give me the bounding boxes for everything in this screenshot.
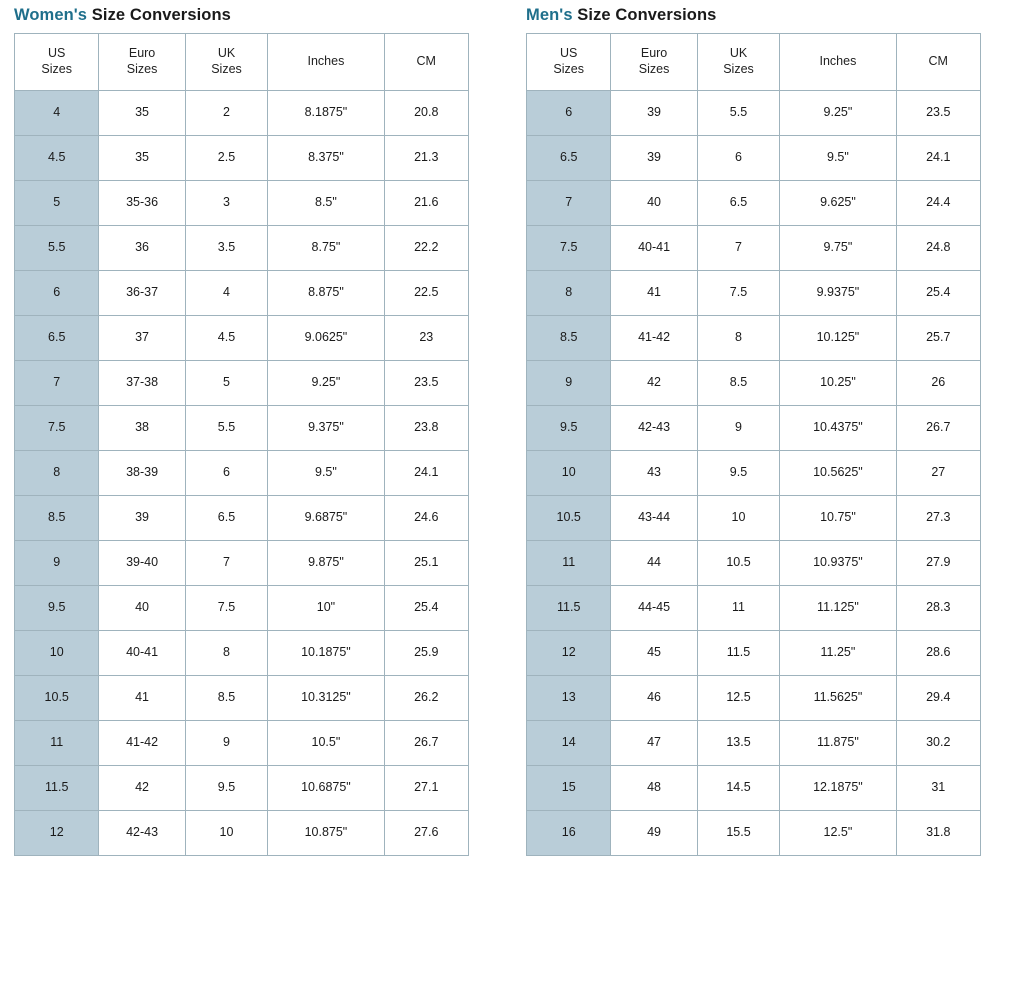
- cell-uk: 12.5: [697, 676, 780, 721]
- column-header-inches-line1: Inches: [307, 54, 345, 69]
- cell-euro: 40-41: [99, 631, 185, 676]
- cell-uk: 7.5: [185, 586, 268, 631]
- table-row: [15, 181, 469, 226]
- column-header-euro-line1: Euro: [640, 46, 668, 61]
- cell-euro: 38-39: [99, 451, 185, 496]
- cell-euro: 47: [611, 721, 697, 766]
- cell-inches: 9.25": [268, 361, 384, 406]
- cell-euro: 46: [611, 676, 697, 721]
- cell-us: 4.5: [15, 136, 99, 181]
- cell-inches: 9.25": [780, 91, 896, 136]
- cell-uk: 4: [185, 271, 268, 316]
- cell-uk: 8: [697, 316, 780, 361]
- cell-euro: 43: [611, 451, 697, 496]
- cell-uk: 8.5: [697, 361, 780, 406]
- column-header-cm: [384, 34, 468, 91]
- column-header-cm: [896, 34, 980, 91]
- column-header-inches-line1: Inches: [819, 54, 857, 69]
- cell-us: 6: [15, 271, 99, 316]
- cell-uk: 10: [697, 496, 780, 541]
- cell-inches: 10.25": [780, 361, 896, 406]
- table-row: [527, 541, 981, 586]
- column-header-euro-line2: Sizes: [126, 62, 158, 76]
- cell-euro: 36: [99, 226, 185, 271]
- cell-euro: 39: [99, 496, 185, 541]
- cell-inches: 10.9375": [780, 541, 896, 586]
- column-header-us-line1: US: [560, 46, 578, 61]
- cell-euro: 39: [611, 91, 697, 136]
- cell-inches: 8.75": [268, 226, 384, 271]
- cell-inches: 10.3125": [268, 676, 384, 721]
- cell-cm: 23: [384, 316, 468, 361]
- cell-cm: 25.4: [896, 271, 980, 316]
- cell-uk: 10.5: [697, 541, 780, 586]
- cell-cm: 27.3: [896, 496, 980, 541]
- womens-chart-title-rest: Size Conversions: [87, 6, 231, 24]
- column-header-uk-line2: Sizes: [211, 62, 242, 76]
- cell-uk: 6: [697, 136, 780, 181]
- table-row: [527, 586, 981, 631]
- cell-euro: 44-45: [611, 586, 697, 631]
- cell-inches: 11.5625": [780, 676, 896, 721]
- cell-inches: 11.125": [780, 586, 896, 631]
- cell-cm: 23.5: [384, 361, 468, 406]
- cell-uk: 15.5: [697, 811, 780, 856]
- cell-euro: 48: [611, 766, 697, 811]
- cell-uk: 5.5: [697, 91, 780, 136]
- cell-euro: 35: [99, 136, 185, 181]
- table-row: [527, 406, 981, 451]
- table-row: [15, 226, 469, 271]
- womens-chart-title: [14, 6, 469, 25]
- table-row: [527, 811, 981, 856]
- cell-cm: 25.9: [384, 631, 468, 676]
- cell-us: 10: [15, 631, 99, 676]
- cell-cm: 26.7: [384, 721, 468, 766]
- cell-us: 8: [527, 271, 611, 316]
- cell-uk: 2: [185, 91, 268, 136]
- cell-inches: 9.5": [780, 136, 896, 181]
- cell-cm: 24.6: [384, 496, 468, 541]
- cell-euro: 39: [611, 136, 697, 181]
- cell-uk: 7: [697, 226, 780, 271]
- cell-cm: 27: [896, 451, 980, 496]
- cell-us: 5: [15, 181, 99, 226]
- cell-inches: 10.875": [268, 811, 384, 856]
- table-row: [15, 541, 469, 586]
- cell-inches: 9.5": [268, 451, 384, 496]
- table-row: [15, 766, 469, 811]
- table-row: [527, 766, 981, 811]
- cell-uk: 7: [185, 541, 268, 586]
- cell-us: 14: [527, 721, 611, 766]
- cell-cm: 25.7: [896, 316, 980, 361]
- cell-euro: 41: [99, 676, 185, 721]
- cell-inches: 10.75": [780, 496, 896, 541]
- cell-uk: 10: [185, 811, 268, 856]
- cell-us: 11.5: [527, 586, 611, 631]
- cell-euro: 40: [99, 586, 185, 631]
- cell-uk: 9.5: [185, 766, 268, 811]
- cell-us: 7.5: [527, 226, 611, 271]
- mens-size-chart-block: [526, 0, 981, 856]
- table-row: [15, 91, 469, 136]
- cell-inches: 9.375": [268, 406, 384, 451]
- cell-cm: 21.3: [384, 136, 468, 181]
- cell-cm: 25.4: [384, 586, 468, 631]
- cell-inches: 8.1875": [268, 91, 384, 136]
- cell-uk: 11.5: [697, 631, 780, 676]
- column-header-uk-line1: UK: [729, 46, 748, 61]
- table-row: [15, 721, 469, 766]
- cell-inches: 10": [268, 586, 384, 631]
- cell-euro: 39-40: [99, 541, 185, 586]
- cell-euro: 45: [611, 631, 697, 676]
- cell-uk: 5.5: [185, 406, 268, 451]
- cell-euro: 37: [99, 316, 185, 361]
- cell-inches: 10.4375": [780, 406, 896, 451]
- cell-us: 5.5: [15, 226, 99, 271]
- womens-table-body: [15, 91, 469, 856]
- column-header-euro-line1: Euro: [128, 46, 156, 61]
- cell-us: 9.5: [15, 586, 99, 631]
- table-row: [15, 676, 469, 721]
- table-row: [527, 271, 981, 316]
- table-row: [15, 631, 469, 676]
- cell-cm: 24.8: [896, 226, 980, 271]
- cell-cm: 22.5: [384, 271, 468, 316]
- cell-euro: 35: [99, 91, 185, 136]
- cell-us: 12: [15, 811, 99, 856]
- cell-us: 9: [527, 361, 611, 406]
- cell-us: 6.5: [527, 136, 611, 181]
- cell-inches: 9.6875": [268, 496, 384, 541]
- column-header-inches: [268, 34, 384, 91]
- table-header-row: [527, 34, 981, 91]
- cell-uk: 2.5: [185, 136, 268, 181]
- cell-us: 13: [527, 676, 611, 721]
- cell-us: 6: [527, 91, 611, 136]
- cell-uk: 11: [697, 586, 780, 631]
- table-row: [527, 316, 981, 361]
- cell-inches: 11.25": [780, 631, 896, 676]
- column-header-uk: [185, 34, 268, 91]
- cell-cm: 30.2: [896, 721, 980, 766]
- cell-us: 4: [15, 91, 99, 136]
- cell-euro: 35-36: [99, 181, 185, 226]
- table-row: [527, 361, 981, 406]
- cell-us: 10: [527, 451, 611, 496]
- cell-uk: 8.5: [185, 676, 268, 721]
- cell-euro: 43-44: [611, 496, 697, 541]
- table-row: [527, 136, 981, 181]
- cell-uk: 6.5: [697, 181, 780, 226]
- cell-inches: 9.75": [780, 226, 896, 271]
- column-header-us: [527, 34, 611, 91]
- cell-inches: 9.9375": [780, 271, 896, 316]
- womens-size-chart-block: [14, 0, 469, 856]
- cell-euro: 40-41: [611, 226, 697, 271]
- column-header-uk: [697, 34, 780, 91]
- table-row: [527, 451, 981, 496]
- cell-inches: 10.5625": [780, 451, 896, 496]
- cell-cm: 25.1: [384, 541, 468, 586]
- cell-cm: 26: [896, 361, 980, 406]
- cell-us: 10.5: [15, 676, 99, 721]
- cell-us: 8: [15, 451, 99, 496]
- column-header-us: [15, 34, 99, 91]
- table-row: [527, 91, 981, 136]
- mens-chart-title: [526, 6, 981, 25]
- column-header-uk-line1: UK: [217, 46, 236, 61]
- mens-chart-title-accent: Men's: [526, 6, 573, 24]
- table-row: [527, 631, 981, 676]
- cell-uk: 9: [185, 721, 268, 766]
- table-row: [15, 271, 469, 316]
- column-header-inches: [780, 34, 896, 91]
- table-row: [15, 361, 469, 406]
- cell-us: 11.5: [15, 766, 99, 811]
- column-header-cm-line1: CM: [416, 54, 436, 69]
- cell-inches: 10.125": [780, 316, 896, 361]
- cell-euro: 37-38: [99, 361, 185, 406]
- table-header-row: [15, 34, 469, 91]
- column-header-cm-line1: CM: [928, 54, 948, 69]
- cell-cm: 26.2: [384, 676, 468, 721]
- cell-cm: 21.6: [384, 181, 468, 226]
- cell-euro: 38: [99, 406, 185, 451]
- cell-us: 11: [15, 721, 99, 766]
- cell-cm: 27.6: [384, 811, 468, 856]
- cell-euro: 41-42: [99, 721, 185, 766]
- cell-cm: 29.4: [896, 676, 980, 721]
- womens-chart-title-accent: Women's: [14, 6, 88, 24]
- cell-euro: 41-42: [611, 316, 697, 361]
- cell-inches: 9.625": [780, 181, 896, 226]
- cell-us: 15: [527, 766, 611, 811]
- cell-euro: 42: [611, 361, 697, 406]
- cell-inches: 8.875": [268, 271, 384, 316]
- cell-us: 8.5: [15, 496, 99, 541]
- cell-uk: 8: [185, 631, 268, 676]
- cell-cm: 20.8: [384, 91, 468, 136]
- cell-euro: 40: [611, 181, 697, 226]
- cell-euro: 42-43: [99, 811, 185, 856]
- cell-cm: 27.9: [896, 541, 980, 586]
- cell-cm: 24.4: [896, 181, 980, 226]
- cell-cm: 24.1: [896, 136, 980, 181]
- cell-euro: 44: [611, 541, 697, 586]
- cell-uk: 6: [185, 451, 268, 496]
- cell-cm: 26.7: [896, 406, 980, 451]
- cell-uk: 3.5: [185, 226, 268, 271]
- column-header-uk-line2: Sizes: [723, 62, 754, 76]
- cell-uk: 3: [185, 181, 268, 226]
- cell-us: 11: [527, 541, 611, 586]
- column-header-euro: [611, 34, 697, 91]
- cell-us: 9: [15, 541, 99, 586]
- cell-cm: 23.8: [384, 406, 468, 451]
- cell-inches: 10.6875": [268, 766, 384, 811]
- cell-inches: 12.1875": [780, 766, 896, 811]
- cell-uk: 6.5: [185, 496, 268, 541]
- table-row: [527, 721, 981, 766]
- table-row: [15, 406, 469, 451]
- cell-euro: 49: [611, 811, 697, 856]
- table-row: [15, 451, 469, 496]
- cell-inches: 8.375": [268, 136, 384, 181]
- table-row: [527, 226, 981, 271]
- cell-us: 8.5: [527, 316, 611, 361]
- column-header-us-line2: Sizes: [553, 62, 584, 76]
- cell-uk: 9: [697, 406, 780, 451]
- cell-cm: 31: [896, 766, 980, 811]
- cell-us: 16: [527, 811, 611, 856]
- table-row: [15, 496, 469, 541]
- cell-euro: 36-37: [99, 271, 185, 316]
- column-header-us-line1: US: [48, 46, 66, 61]
- cell-inches: 11.875": [780, 721, 896, 766]
- cell-uk: 9.5: [697, 451, 780, 496]
- cell-cm: 31.8: [896, 811, 980, 856]
- womens-size-table: [14, 33, 469, 856]
- table-row: [15, 136, 469, 181]
- cell-inches: 8.5": [268, 181, 384, 226]
- cell-inches: 9.875": [268, 541, 384, 586]
- cell-uk: 5: [185, 361, 268, 406]
- table-row: [15, 316, 469, 361]
- cell-us: 12: [527, 631, 611, 676]
- mens-chart-title-rest: Size Conversions: [572, 6, 717, 24]
- cell-cm: 24.1: [384, 451, 468, 496]
- column-header-euro: [99, 34, 185, 91]
- cell-us: 10.5: [527, 496, 611, 541]
- table-row: [15, 586, 469, 631]
- cell-inches: 12.5": [780, 811, 896, 856]
- table-row: [15, 811, 469, 856]
- cell-cm: 28.6: [896, 631, 980, 676]
- cell-cm: 22.2: [384, 226, 468, 271]
- cell-inches: 10.5": [268, 721, 384, 766]
- cell-uk: 7.5: [697, 271, 780, 316]
- cell-euro: 41: [611, 271, 697, 316]
- table-row: [527, 181, 981, 226]
- column-header-us-line2: Sizes: [41, 62, 72, 76]
- table-row: [527, 676, 981, 721]
- cell-euro: 42: [99, 766, 185, 811]
- cell-us: 6.5: [15, 316, 99, 361]
- cell-inches: 10.1875": [268, 631, 384, 676]
- cell-cm: 28.3: [896, 586, 980, 631]
- cell-cm: 27.1: [384, 766, 468, 811]
- cell-uk: 14.5: [697, 766, 780, 811]
- cell-us: 7: [15, 361, 99, 406]
- mens-size-table: [526, 33, 981, 856]
- cell-euro: 42-43: [611, 406, 697, 451]
- cell-uk: 13.5: [697, 721, 780, 766]
- cell-cm: 23.5: [896, 91, 980, 136]
- column-header-euro-line2: Sizes: [638, 62, 670, 76]
- cell-inches: 9.0625": [268, 316, 384, 361]
- cell-us: 7.5: [15, 406, 99, 451]
- cell-us: 9.5: [527, 406, 611, 451]
- table-row: [527, 496, 981, 541]
- cell-uk: 4.5: [185, 316, 268, 361]
- cell-us: 7: [527, 181, 611, 226]
- mens-table-body: [527, 91, 981, 856]
